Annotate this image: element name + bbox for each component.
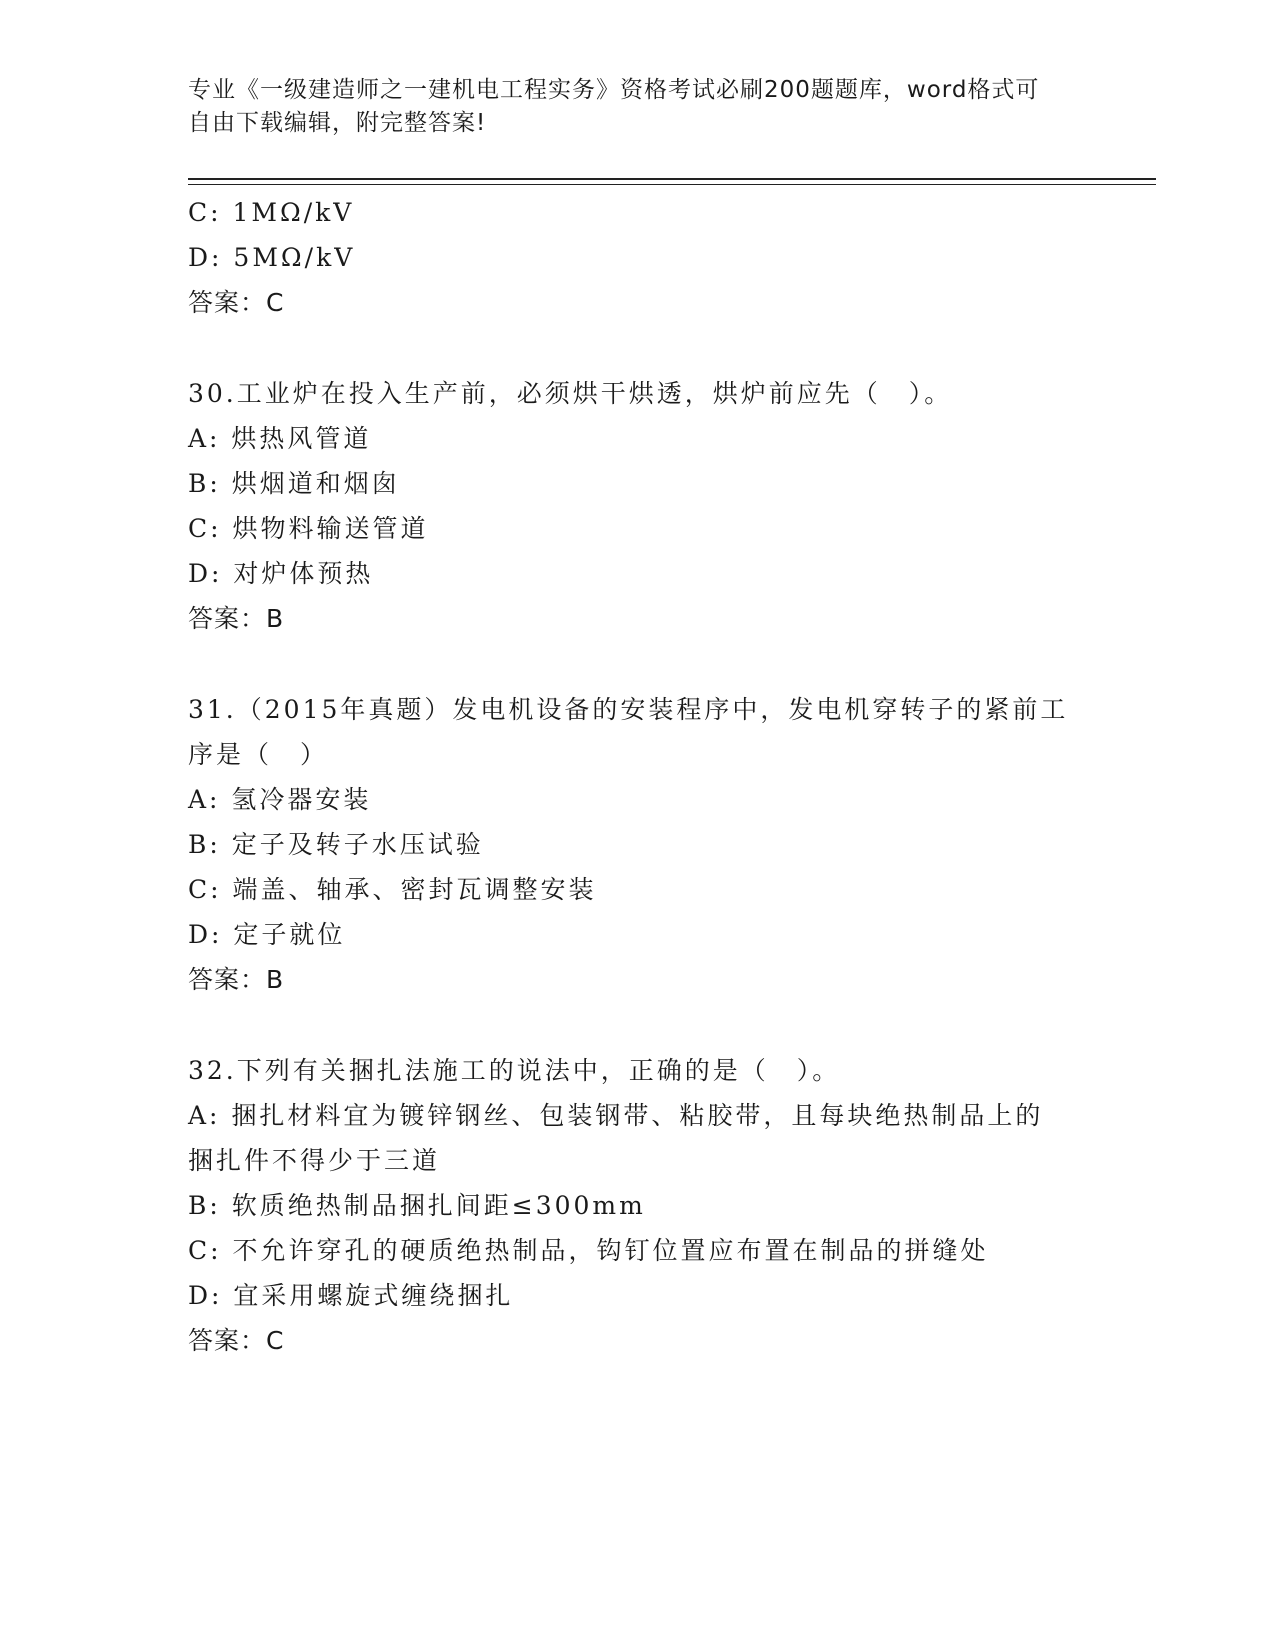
header-divider-thick: [188, 178, 1156, 180]
document-header: [188, 74, 1088, 140]
answer: 答案：B: [188, 965, 285, 994]
answer: 答案：B: [188, 604, 285, 633]
question-32: [188, 1048, 1088, 1363]
question-stem-line-2: 序是（ ）: [188, 740, 329, 769]
question-30: [188, 371, 1088, 641]
question-31: [188, 687, 1088, 1002]
option-b: B: 软质绝热制品捆扎间距≤300mm: [188, 1191, 646, 1220]
option-c: C: 端盖、轴承、密封瓦调整安装: [188, 875, 597, 904]
option-c: C: 不允许穿孔的硬质绝热制品，钩钉位置应布置在制品的拼缝处: [188, 1236, 989, 1265]
option-d: D: 定子就位: [188, 920, 346, 949]
option-d: D: 5MΩ/kV: [188, 243, 356, 272]
answer: 答案：C: [188, 1326, 285, 1355]
header-divider-thin: [188, 184, 1156, 185]
header-line-1: 专业《一级建造师之一建机电工程实务》资格考试必刷200题题库，word格式可: [188, 77, 1040, 103]
question-list: [188, 190, 1088, 1363]
question-29: [188, 190, 1088, 325]
question-stem-line-1: 31.（2015年真题）发电机设备的安装程序中，发电机穿转子的紧前工: [188, 695, 1069, 724]
option-a-line-2: 捆扎件不得少于三道: [188, 1146, 441, 1175]
option-c: C: 1MΩ/kV: [188, 198, 355, 227]
answer: 答案：C: [188, 288, 285, 317]
option-b: B: 定子及转子水压试验: [188, 830, 484, 859]
header-line-2: 自由下载编辑，附完整答案!: [188, 110, 487, 136]
option-d: D: 宜采用螺旋式缠绕捆扎: [188, 1281, 514, 1310]
option-c: C: 烘物料输送管道: [188, 514, 429, 543]
option-a: A: 烘热风管道: [188, 424, 372, 453]
question-gap: [188, 1002, 1088, 1048]
question-stem: 30.工业炉在投入生产前，必须烘干烘透，烘炉前应先（ ）。: [188, 379, 953, 408]
question-stem: 32.下列有关捆扎法施工的说法中，正确的是（ ）。: [188, 1056, 841, 1085]
option-b: B: 烘烟道和烟囱: [188, 469, 400, 498]
option-d: D: 对炉体预热: [188, 559, 374, 588]
option-a: A: 氢冷器安装: [188, 785, 372, 814]
option-a-line-1: A: 捆扎材料宜为镀锌钢丝、包装钢带、粘胶带，且每块绝热制品上的: [188, 1101, 1044, 1130]
question-gap: [188, 325, 1088, 371]
question-gap: [188, 641, 1088, 687]
